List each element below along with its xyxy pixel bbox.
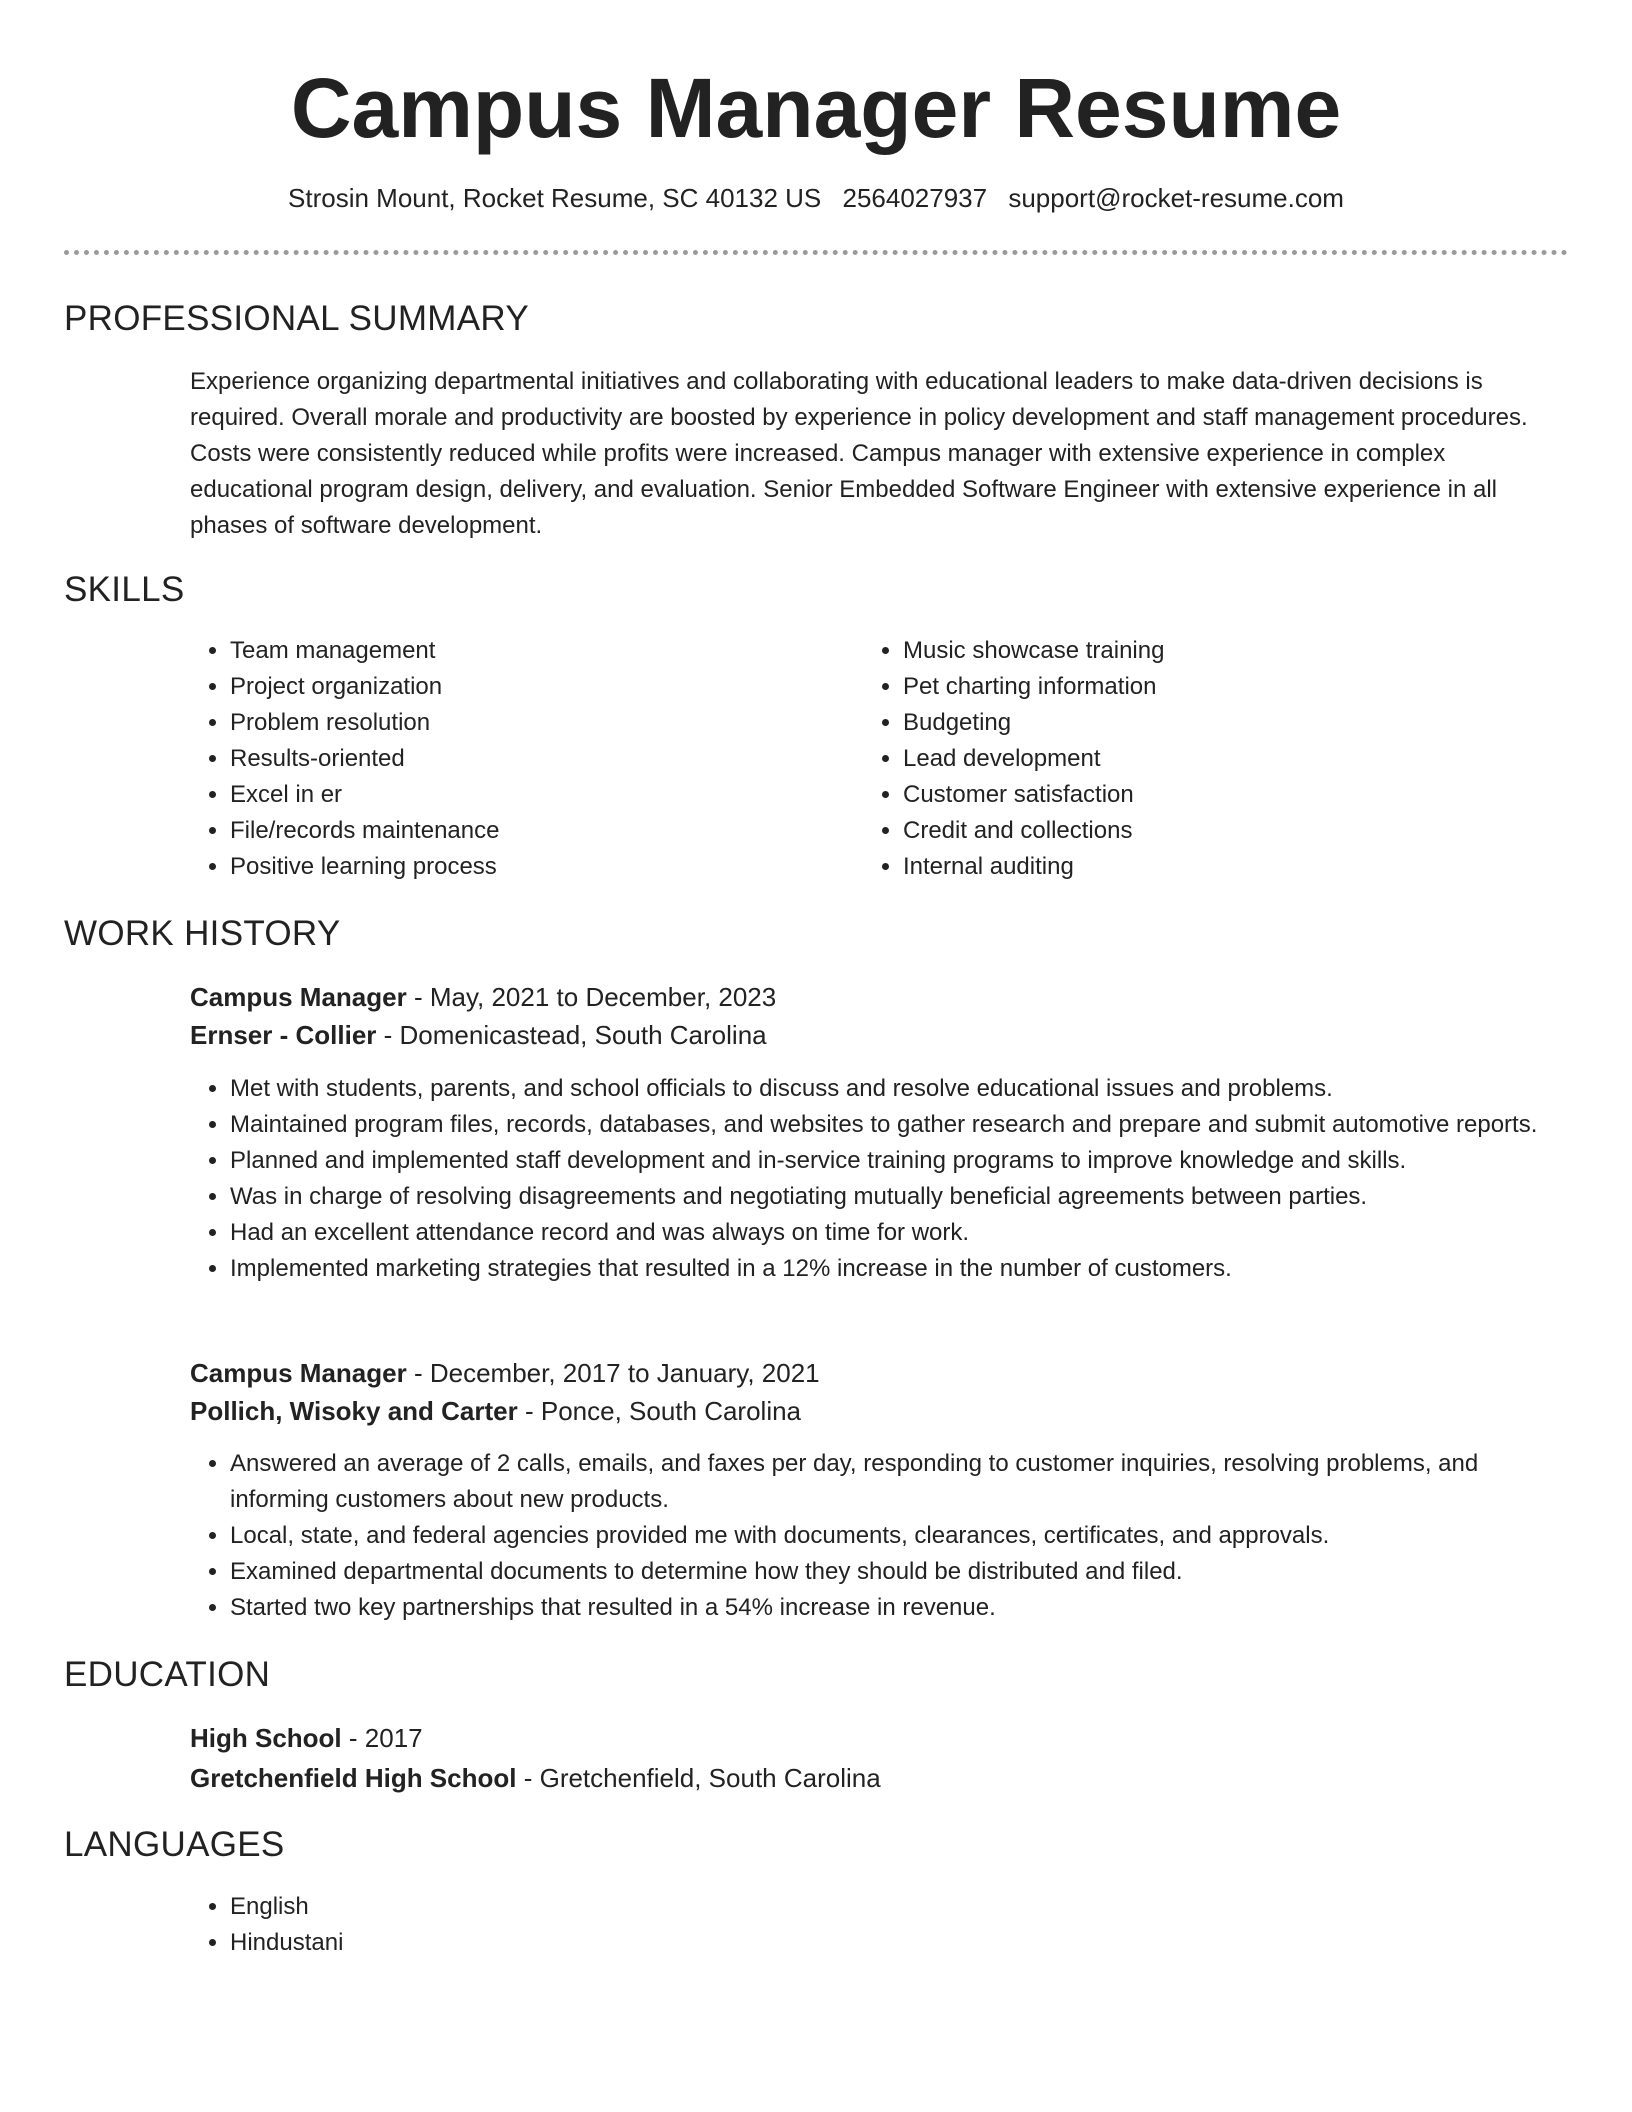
skill-item: • Project organization — [230, 669, 830, 705]
contact-line — [0, 180, 1632, 216]
job-bullet: • Maintained program files, records, databases, and websites to gather research and prepare and submit automotive reports. — [230, 1107, 1570, 1143]
education-school-line — [190, 1759, 881, 1797]
job-1-bullets — [186, 1071, 1570, 1287]
skill-item: • Excel in er — [230, 777, 830, 813]
job-bullet: • Had an excellent attendance record and was always on time for work. — [230, 1215, 1570, 1251]
education-degree: High School — [190, 1723, 342, 1753]
summary-text: Experience organizing departmental initiatives and collaborating with educational leaders to make data-driven decisions is required. Overall morale and productivity are boosted by experience in policy development and staff management procedures. Costs were consistently reduced while profits were increased. Campus manager with extensive experience in complex educational program design, delivery, and evaluation. Senior Embedded Software Engineer with extensive experience in all phases of software development. — [190, 368, 1528, 539]
job-bullet: • Examined departmental documents to determine how they should be distributed and filed. — [230, 1554, 1570, 1590]
job-bullet: • Started two key partnerships that resulted in a 54% increase in revenue. — [230, 1590, 1570, 1626]
skills-list-right — [859, 633, 1553, 885]
skill-item: • Budgeting — [903, 705, 1553, 741]
job-1-dates: - May, 2021 to December, 2023 — [406, 982, 777, 1012]
job-2-company-line — [190, 1392, 801, 1430]
languages-list — [186, 1889, 830, 1961]
skill-item: • File/records maintenance — [230, 813, 830, 849]
languages-heading: LANGUAGES — [64, 1825, 285, 1864]
skill-item: • Pet charting information — [903, 669, 1553, 705]
job-1-company: Ernser - Collier — [190, 1020, 377, 1050]
job-2-title-line — [190, 1354, 820, 1392]
skill-item: • Music showcase training — [903, 633, 1553, 669]
job-bullet: • Met with students, parents, and school officials to discuss and resolve educational issues and problems. — [230, 1071, 1570, 1107]
contact-address: Strosin Mount, Rocket Resume, SC 40132 US — [288, 183, 822, 213]
job-2-company: Pollich, Wisoky and Carter — [190, 1396, 518, 1426]
skill-item: • Team management — [230, 633, 830, 669]
skill-item: • Credit and collections — [903, 813, 1553, 849]
education-location: - Gretchenfield, South Carolina — [516, 1763, 881, 1793]
skill-item: • Customer satisfaction — [903, 777, 1553, 813]
language-item: • English — [230, 1889, 830, 1925]
job-1-role: Campus Manager — [190, 982, 407, 1012]
skill-item: • Lead development — [903, 741, 1553, 777]
skill-item: • Positive learning process — [230, 849, 830, 885]
education-school: Gretchenfield High School — [190, 1763, 517, 1793]
job-2-dates: - December, 2017 to January, 2021 — [406, 1358, 820, 1388]
skills-heading: SKILLS — [64, 570, 185, 609]
skill-item: • Problem resolution — [230, 705, 830, 741]
education-year: - 2017 — [341, 1723, 423, 1753]
job-bullet: • Answered an average of 2 calls, emails, and faxes per day, responding to customer inquiries, resolving problems, and informing customers about new products. — [230, 1446, 1570, 1518]
job-bullet: • Local, state, and federal agencies provided me with documents, clearances, certificates, and approvals. — [230, 1518, 1570, 1554]
job-1-company-line — [190, 1016, 767, 1054]
job-1-title-line — [190, 978, 776, 1016]
header-divider — [64, 250, 1568, 255]
job-2-bullets — [186, 1446, 1570, 1626]
resume-title: Campus Manager Resume — [290, 61, 1342, 155]
skill-item: • Internal auditing — [903, 849, 1553, 885]
job-1-location: - Domenicastead, South Carolina — [376, 1020, 767, 1050]
job-2-role: Campus Manager — [190, 1358, 407, 1388]
summary-heading: PROFESSIONAL SUMMARY — [64, 299, 529, 338]
education-degree-line — [190, 1719, 423, 1757]
job-bullet: • Was in charge of resolving disagreements and negotiating mutually beneficial agreements between parties. — [230, 1179, 1570, 1215]
work-history-heading: WORK HISTORY — [64, 914, 341, 953]
job-2-location: - Ponce, South Carolina — [517, 1396, 802, 1426]
skill-item: • Results-oriented — [230, 741, 830, 777]
contact-email: support@rocket-resume.com — [1008, 183, 1344, 213]
skills-list-left — [186, 633, 830, 885]
job-bullet: • Planned and implemented staff development and in-service training programs to improve knowledge and skills. — [230, 1143, 1570, 1179]
education-heading: EDUCATION — [64, 1655, 271, 1694]
job-bullet: • Implemented marketing strategies that resulted in a 12% increase in the number of customers. — [230, 1251, 1570, 1287]
contact-phone: 2564027937 — [842, 183, 988, 213]
language-item: • Hindustani — [230, 1925, 830, 1961]
